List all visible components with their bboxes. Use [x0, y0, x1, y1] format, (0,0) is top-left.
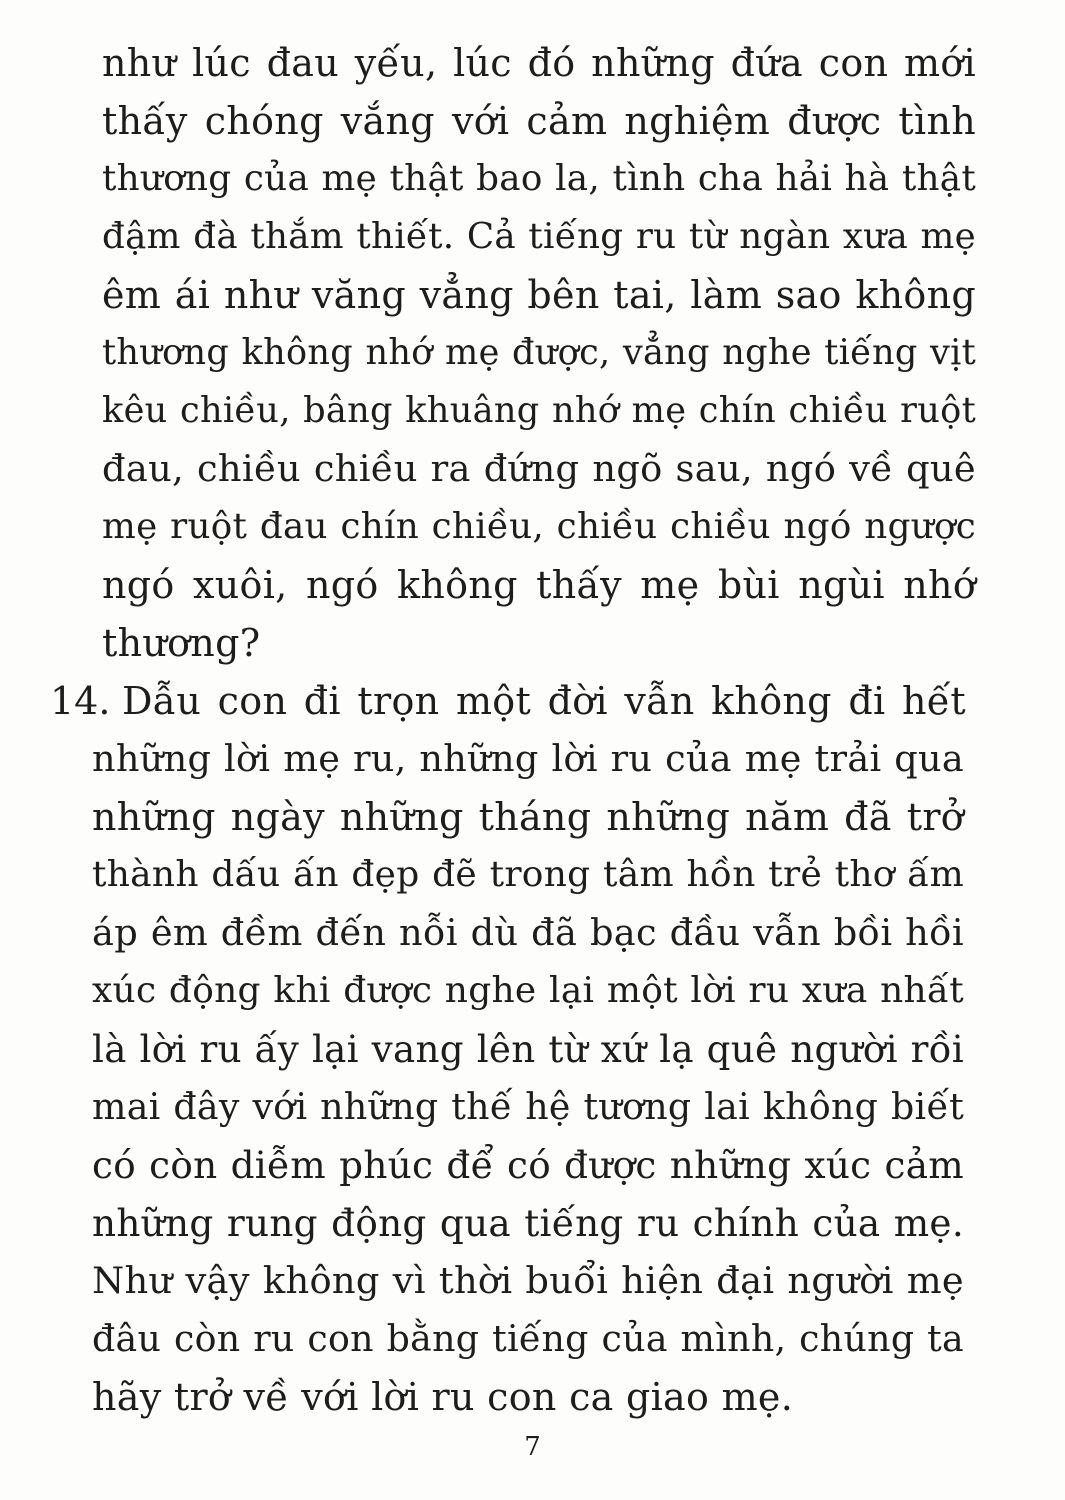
text-line: là lời ru ấy lại vang lên từ xứ lạ quê người rồi: [92, 1027, 964, 1071]
text-line: thương không nhớ mẹ được, vẳng nghe tiếng vịt: [102, 332, 976, 373]
text-line: như lúc đau yếu, lúc đó những đứa con mới: [102, 41, 976, 85]
text-line: thương?: [102, 621, 261, 665]
text-line: mẹ ruột đau chín chiều, chiều chiều ngó ngược: [102, 506, 976, 547]
text-line: những lời mẹ ru, những lời ru của mẹ trải qua: [92, 737, 964, 780]
text-line: hãy trở về với lời ru con ca giao mẹ.: [92, 1375, 794, 1419]
text-line: kêu chiều, bâng khuâng nhớ mẹ chín chiều ruột: [102, 390, 976, 431]
text-line: xúc động khi được nghe lại một lời ru xưa nhất: [92, 970, 964, 1011]
text-line: thương của mẹ thật bao la, tình cha hải hà thật: [102, 158, 976, 199]
text-line: đau, chiều chiều ra đứng ngõ sau, ngó về quê: [102, 447, 976, 490]
text-line: mai đây với những thế hệ tương lai không biết: [92, 1085, 964, 1128]
text-line: những ngày những tháng những năm đã trở: [92, 795, 964, 839]
page-number: 7: [524, 1432, 541, 1462]
text-line: thành dấu ấn đẹp đẽ trong tâm hồn trẻ thơ ấm: [92, 854, 964, 895]
text-line: những rung động qua tiếng ru chính của mẹ.: [92, 1201, 964, 1245]
text-line: thấy chóng vắng với cảm nghiệm được tình: [102, 99, 976, 143]
text-line: êm ái như văng vẳng bên tai, làm sao không: [102, 273, 976, 317]
text-line: ngó xuôi, ngó không thấy mẹ bùi ngùi nhớ: [102, 563, 976, 607]
text-line: đâu còn ru con bằng tiếng của mình, chúng ta: [92, 1317, 964, 1360]
item-number: 14.: [50, 679, 111, 723]
text-line: đậm đà thắm thiết. Cả tiếng ru từ ngàn xưa mẹ: [102, 216, 976, 257]
text-line: áp êm đềm đến nỗi dù đã bạc đầu vẫn bồi hồi: [92, 911, 964, 954]
text-line: có còn diễm phúc để có được những xúc cảm: [92, 1143, 964, 1187]
text-line: Như vậy không vì thời buổi hiện đại người mẹ: [92, 1259, 964, 1302]
text-line: Dẫu con đi trọn một đời vẫn không đi hết: [122, 679, 966, 723]
